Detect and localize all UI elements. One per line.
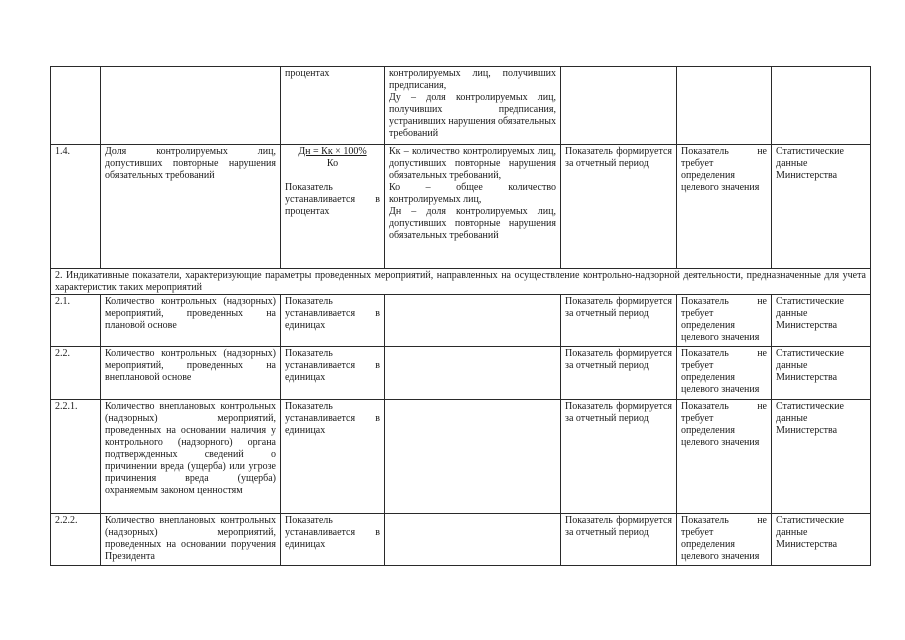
row-number: 2.2.	[51, 347, 101, 400]
indicator-name: Количество контрольных (надзорных) мероприятий, проведенных на внеплановой основе	[101, 347, 281, 400]
section-header-row	[51, 269, 871, 295]
table-row	[51, 400, 871, 514]
indicator-name: Количество внеплановых контрольных (надзорных) мероприятий, проведенных на основании наличия у контрольного (надзорного) органа подтвержденных сведений о причинении вреда (ущерба) или угрозе причинения вреда (ущерба) охраняемым законом ценностям	[101, 400, 281, 514]
indicator-description: Кк – количество контролируемых лиц, допустивших повторные нарушения обязательных требований, Ко – общее количество контролируемых лиц, Дн – доля контролируемых лиц, допустивших повторные нарушения обязательных требований	[385, 145, 561, 269]
indicator-target: Показатель не требует определения целевого значения	[677, 514, 772, 566]
indicator-source: Статистические данные Министерства	[772, 145, 871, 269]
indicator-period	[561, 67, 677, 145]
indicator-name: Доля контролируемых лиц, допустивших повторные нарушения обязательных требований	[101, 145, 281, 269]
row-number: 2.2.2.	[51, 514, 101, 566]
indicator-name: Количество контрольных (надзорных) мероприятий, проведенных на плановой основе	[101, 295, 281, 347]
row-number: 2.1.	[51, 295, 101, 347]
indicator-period: Показатель формируется за отчетный период	[561, 145, 677, 269]
indicator-period: Показатель формируется за отчетный период	[561, 347, 677, 400]
indicator-formula	[281, 145, 385, 269]
indicator-formula: процентах	[281, 67, 385, 145]
indicator-description	[385, 295, 561, 347]
formula-note: Показатель устанавливается в процентах	[285, 182, 380, 217]
table-row	[51, 295, 871, 347]
indicator-formula: Показатель устанавливается в единицах	[281, 400, 385, 514]
indicator-source: Статистические данные Министерства	[772, 347, 871, 400]
indicator-formula: Показатель устанавливается в единицах	[281, 295, 385, 347]
indicator-description	[385, 514, 561, 566]
table-row	[51, 514, 871, 566]
indicator-target: Показатель не требует определения целевого значения	[677, 295, 772, 347]
indicator-description: контролируемых лиц, получивших предписания, Ду – доля контролируемых лиц, получивших предписания, устранивших нарушения обязательных требований	[385, 67, 561, 145]
indicator-period: Показатель формируется за отчетный период	[561, 400, 677, 514]
indicator-target: Показатель не требует определения целевого значения	[677, 347, 772, 400]
row-number: 1.4.	[51, 145, 101, 269]
indicator-name	[101, 67, 281, 145]
indicators-table	[50, 66, 871, 566]
row-number: 2.2.1.	[51, 400, 101, 514]
indicator-description	[385, 400, 561, 514]
indicator-period: Показатель формируется за отчетный период	[561, 514, 677, 566]
indicator-source	[772, 67, 871, 145]
indicator-description	[385, 347, 561, 400]
indicator-name: Количество внеплановых контрольных (надзорных) мероприятий, проведенных на основании поручения Президента	[101, 514, 281, 566]
document-page	[50, 66, 870, 566]
formula-denominator: Ко	[326, 158, 339, 169]
table-row	[51, 347, 871, 400]
indicator-source: Статистические данные Министерства	[772, 514, 871, 566]
section-title: 2. Индикативные показатели, характеризующие параметры проведенных мероприятий, направленных на осуществление контрольно-надзорной деятельности, предназначенные для учета характеристик таких мероприятий	[51, 269, 871, 295]
indicator-period: Показатель формируется за отчетный период	[561, 295, 677, 347]
indicator-formula: Показатель устанавливается в единицах	[281, 514, 385, 566]
indicator-target	[677, 67, 772, 145]
indicator-target: Показатель не требует определения целевого значения	[677, 400, 772, 514]
row-number	[51, 67, 101, 145]
table-row	[51, 67, 871, 145]
indicator-target: Показатель не требует определения целевого значения	[677, 145, 772, 269]
formula-expression: Дн = Кк × 100%	[298, 146, 367, 157]
indicator-formula: Показатель устанавливается в единицах	[281, 347, 385, 400]
table-row	[51, 145, 871, 269]
indicator-source: Статистические данные Министерства	[772, 400, 871, 514]
indicator-source: Статистические данные Министерства	[772, 295, 871, 347]
